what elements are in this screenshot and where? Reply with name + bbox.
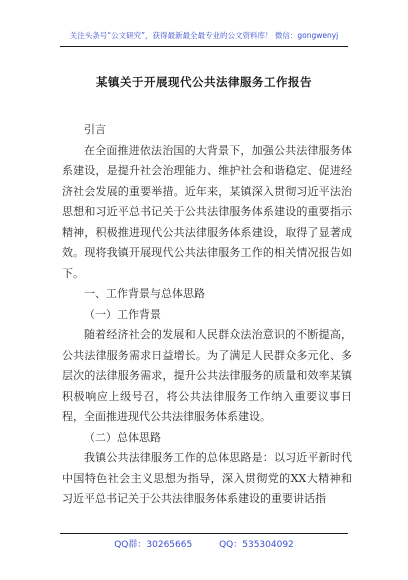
section-heading-1: 一、工作背景与总体思路 — [84, 287, 205, 300]
subsection-heading-1: （一）工作背景 — [84, 307, 161, 321]
subsection-paragraph-1: 随着经济社会的发展和人民群众法治意识的不断提高，公共法律服务需求日益增长。为了满足人民群众多元化、多层次的法律服务需求，提升公共法律服务的质量和效率某镇积极响应上级号召，将公共法律服务工作纳入重要议事日程，全面推进现代公共法律服务体系建设。 — [62, 328, 352, 423]
footer-qq: QQ：535304092 — [219, 540, 294, 550]
footer — [0, 537, 408, 550]
subsection-heading-2: （二）总体思路 — [84, 430, 161, 444]
header-note: 关注头条号“公文研究”，获得最新最全最专业的公文资料库！ 微信：gongwenyj — [69, 31, 339, 40]
footer-qq-group: QQ群：30265665 — [114, 540, 193, 550]
document-title: 某镇关于开展现代公共法律服务工作报告 — [96, 75, 312, 89]
intro-paragraph: 在全面推进依法治国的大背景下，加强公共法律服务体系建设，是提升社会治理能力、维护社会和谐稳定、促进经济社会发展的重要举措。近年来，某镇深入贯彻习近平法治思想和习近平总书记关于公共法律服务体系建设的重要指示精神，积极推进现代公共法律服务体系建设，取得了显著成效。现将我镇开展现代公共法律服务工作的相关情况报告如下。 — [62, 143, 352, 280]
header-divider — [60, 46, 348, 47]
subsection-paragraph-2: 我镇公共法律服务工作的总体思路是：以习近平新时代中国特色社会主义思想为指导，深入贯彻党的XX大精神和习近平总书记关于公共法律服务体系建设的重要讲话指 — [62, 451, 352, 505]
preface-heading: 引言 — [84, 123, 106, 136]
document-body — [62, 120, 352, 510]
footer-divider — [60, 533, 348, 534]
